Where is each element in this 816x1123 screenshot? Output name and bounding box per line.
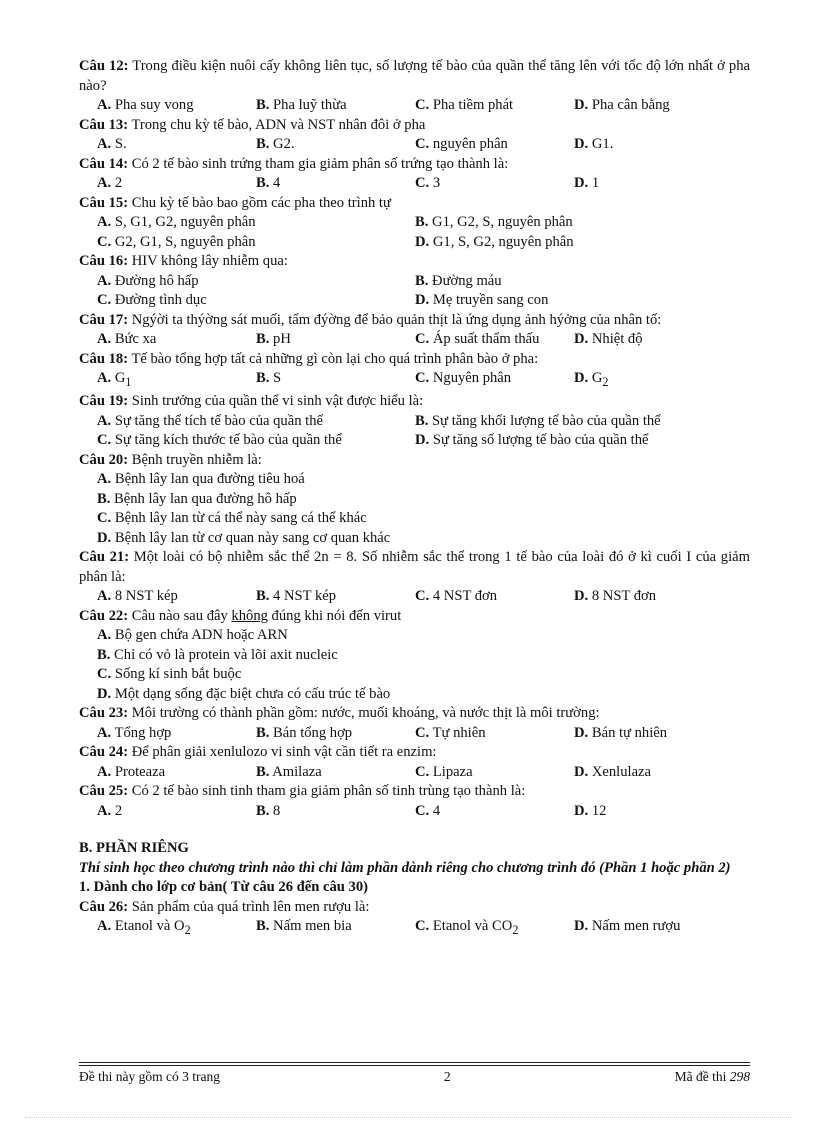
option-text: Bệnh lây lan từ cơ quan này sang cơ quan khác <box>114 529 391 546</box>
question-text: Có 2 tế bào sinh tinh tham gia giảm phân số tinh trùng tạo thành là: <box>131 783 526 800</box>
answer-option[interactable] <box>97 233 415 253</box>
option-subscript: 2 <box>512 923 519 938</box>
option-text: Pha luỹ thừa <box>273 97 347 113</box>
answer-option[interactable] <box>256 369 415 392</box>
answer-option[interactable] <box>415 587 574 607</box>
question-stem <box>79 704 750 724</box>
option-row <box>79 431 750 451</box>
option-text: Pha tiềm phát <box>432 97 514 113</box>
answer-option[interactable] <box>256 330 415 350</box>
option-text: 4 <box>273 175 281 191</box>
option-row <box>79 412 750 432</box>
section-instruction: Thí sinh học theo chương trình nào thì chỉ làm phần dành riêng cho chương trình đó (Phần 1 hoặc phần 2) <box>79 859 731 876</box>
option-row <box>79 763 750 783</box>
option-text: 8 <box>273 802 281 819</box>
option-row <box>79 272 750 292</box>
question-block <box>79 57 750 116</box>
question-block <box>79 311 750 350</box>
option-text: Nấm men rượu <box>591 918 681 935</box>
question-text: Môi trường có thành phần gồm: nước, muối khoáng, và nước thịt là môi trường: <box>131 705 600 722</box>
option-text: S, G1, G2, nguyên phân <box>114 214 256 230</box>
footer-page-count: Đề thi này gồm có 3 trang <box>79 1069 220 1084</box>
option-letter: A. <box>97 136 112 152</box>
answer-option[interactable] <box>97 412 415 432</box>
answer-option[interactable] <box>97 174 256 194</box>
answer-option[interactable] <box>256 802 415 822</box>
answer-option[interactable] <box>97 724 256 744</box>
question-stem <box>79 350 750 370</box>
section-title: B. PHẦN RIÊNG <box>79 840 189 857</box>
option-text: Bức xa <box>114 331 157 347</box>
answer-option[interactable] <box>574 96 750 116</box>
option-text: Bệnh lây lan qua đường hô hấp <box>114 490 297 507</box>
option-letter: C. <box>97 510 112 527</box>
question-block <box>79 252 750 311</box>
question-number: Câu 14: <box>79 155 129 172</box>
answer-option[interactable] <box>415 96 574 116</box>
option-letter: A. <box>97 918 112 935</box>
question-text: Trong điều kiện nuôi cấy không liên tục, số lượng tế bào của quần thể tăng lên với tốc độ lớn nhất ở pha nào? <box>79 58 751 94</box>
option-row <box>79 509 750 529</box>
question-text: Ngýời ta thýờng sát muối, tẩm đýờng để bảo quản thịt là ứng dụng ảnh hýởng của nhân tố: <box>131 311 662 328</box>
option-letter: B. <box>256 97 270 113</box>
option-letter: A. <box>97 627 112 644</box>
footer-page-number: 2 <box>443 1069 451 1084</box>
option-text: Etanol và CO <box>432 918 513 935</box>
option-text: 1 <box>591 175 600 191</box>
answer-option[interactable] <box>97 685 390 705</box>
question-block <box>79 155 750 194</box>
option-letter: C. <box>415 918 430 935</box>
option-row <box>79 96 750 116</box>
option-text: 4 <box>432 802 441 819</box>
question-number: Câu 16: <box>79 253 129 269</box>
option-text: S. <box>114 136 127 152</box>
question-number: Câu 23: <box>79 705 129 722</box>
answer-option[interactable] <box>97 470 305 490</box>
answer-option[interactable] <box>415 763 574 783</box>
option-letter: D. <box>574 802 589 819</box>
answer-option[interactable] <box>574 724 750 744</box>
option-text: Mẹ truyền sang con <box>432 292 549 308</box>
answer-option[interactable] <box>97 490 297 510</box>
option-text: nguyên phân <box>432 136 508 152</box>
option-subscript: 2 <box>602 374 609 389</box>
answer-option[interactable] <box>97 646 338 666</box>
option-letter: C. <box>415 331 430 347</box>
question-text-part: Câu nào sau đây <box>131 607 232 624</box>
page-edge <box>25 1117 791 1118</box>
option-letter: A. <box>97 412 112 429</box>
question-block <box>79 743 750 782</box>
answer-option[interactable] <box>256 587 415 607</box>
option-text: 8 NST đơn <box>591 588 657 605</box>
option-text: Sự tăng số lượng tế bào của quần thể <box>432 432 649 449</box>
question-stem <box>79 898 750 918</box>
option-text: 2 <box>114 175 123 191</box>
page-footer <box>79 1069 750 1085</box>
option-letter: B. <box>256 918 270 935</box>
option-letter: D. <box>574 136 589 152</box>
option-letter: B. <box>97 646 111 663</box>
option-row <box>79 802 750 822</box>
option-row <box>79 490 750 510</box>
option-letter: A. <box>97 370 112 386</box>
option-text: Xenlulaza <box>591 763 652 780</box>
answer-option[interactable] <box>574 917 750 940</box>
answer-option[interactable] <box>97 431 415 451</box>
option-text: Sự tăng khối lượng tế bào của quần thể <box>432 412 661 429</box>
question-text: HIV không lây nhiễm qua: <box>131 253 288 269</box>
answer-option[interactable] <box>415 233 750 253</box>
option-letter: C. <box>415 370 430 386</box>
option-text: G1, G2, S, nguyên phân <box>432 214 573 230</box>
option-row <box>79 917 750 940</box>
option-text: 3 <box>432 175 441 191</box>
option-text: Bộ gen chứa ADN hoặc ARN <box>114 627 288 644</box>
option-text: Đường hô hấp <box>114 272 199 289</box>
option-text: Nấm men bia <box>273 918 352 935</box>
question-block <box>79 350 750 393</box>
question-number: Câu 18: <box>79 350 129 367</box>
option-letter: D. <box>574 588 589 605</box>
answer-option[interactable] <box>574 135 750 155</box>
question-number: Câu 21: <box>79 549 130 566</box>
answer-option[interactable] <box>97 529 390 549</box>
option-letter: A. <box>97 272 112 289</box>
option-letter: B. <box>256 175 270 191</box>
option-text: Lipaza <box>432 763 473 780</box>
question-stem <box>79 451 750 471</box>
option-letter: C. <box>97 666 112 683</box>
question-text: Trong chu kỳ tế bào, ADN và NST nhân đôi ở pha <box>131 116 426 133</box>
option-text: G2, G1, S, nguyên phân <box>114 233 256 250</box>
question-number: Câu 15: <box>79 194 129 211</box>
option-text: G <box>114 370 126 386</box>
answer-option[interactable] <box>574 369 750 392</box>
option-letter: D. <box>97 529 112 546</box>
option-letter: D. <box>574 97 589 113</box>
question-text: Sản phẩm của quá trình lên men rượu là: <box>131 898 370 915</box>
option-text: Chỉ có vỏ là protein và lõi axit nucleic <box>114 646 338 663</box>
answer-option[interactable] <box>256 917 415 940</box>
option-text: Bệnh lây lan qua đường tiêu hoá <box>114 471 305 488</box>
answer-option[interactable] <box>415 330 574 350</box>
option-letter: D. <box>574 370 589 386</box>
section-subtitle: 1. Dành cho lớp cơ bản( Từ câu 26 đến câu 30) <box>79 879 369 896</box>
answer-option[interactable] <box>97 587 256 607</box>
question-stem <box>79 57 750 96</box>
answer-option[interactable] <box>97 330 256 350</box>
question-block <box>79 392 750 451</box>
option-subscript: 2 <box>184 923 191 938</box>
option-row <box>79 626 750 646</box>
option-text: Đường tình dục <box>114 292 207 308</box>
answer-option[interactable] <box>97 291 415 311</box>
option-letter: B. <box>256 331 270 347</box>
option-text: 2 <box>114 802 123 819</box>
question-block <box>79 898 750 941</box>
option-row <box>79 646 750 666</box>
option-letter: A. <box>97 588 112 605</box>
answer-option[interactable] <box>415 174 574 194</box>
question-text-emphasis: không <box>231 607 268 624</box>
option-text: G1. <box>591 136 614 152</box>
option-letter: D. <box>415 292 430 308</box>
answer-option[interactable] <box>97 763 256 783</box>
option-text: 12 <box>591 802 607 819</box>
question-stem <box>79 743 750 763</box>
question-stem <box>79 252 750 272</box>
answer-option[interactable] <box>97 96 256 116</box>
question-block <box>79 548 750 607</box>
option-letter: A. <box>97 724 112 741</box>
option-text: G2. <box>273 136 295 152</box>
answer-option[interactable] <box>574 802 750 822</box>
question-text-part: đúng khi nói đến virut <box>267 607 402 624</box>
option-row <box>79 174 750 194</box>
option-row <box>79 369 750 392</box>
answer-option[interactable] <box>415 412 750 432</box>
question-stem <box>79 155 750 175</box>
option-letter: A. <box>97 763 112 780</box>
option-text: 4 NST đơn <box>432 588 498 605</box>
question-stem <box>79 548 750 587</box>
option-letter: D. <box>574 175 589 191</box>
option-row <box>79 529 750 549</box>
question-text: Để phân giải xenlulozo vi sinh vật cần tiết ra enzim: <box>131 744 437 761</box>
option-text: Sự tăng thể tích tế bào của quần thể <box>114 412 323 429</box>
option-letter: B. <box>256 763 270 780</box>
question-stem <box>79 607 750 627</box>
option-letter: C. <box>97 292 112 308</box>
option-row <box>79 213 750 233</box>
option-text: Sự tăng kích thước tế bào của quần thể <box>114 432 342 449</box>
answer-option[interactable] <box>415 369 574 392</box>
answer-option[interactable] <box>97 665 241 685</box>
question-text: Có 2 tế bào sinh trứng tham gia giảm phân số trứng tạo thành là: <box>131 155 509 172</box>
answer-option[interactable] <box>256 724 415 744</box>
question-text: Một loài có bộ nhiễm sắc thể 2n = 8. Số nhiễm sắc thể trong 1 tế bào của loài đó ở kì cuối I của giảm phân là: <box>79 549 750 585</box>
answer-option[interactable] <box>97 509 367 529</box>
option-letter: D. <box>574 724 589 741</box>
option-letter: B. <box>415 214 429 230</box>
exam-page <box>79 57 750 941</box>
answer-option[interactable] <box>574 763 750 783</box>
option-text: G1, S, G2, nguyên phân <box>432 233 574 250</box>
option-letter: B. <box>415 272 429 289</box>
footer-exam-code: Mã đề thi 298 <box>674 1069 750 1084</box>
option-text: Tự nhiên <box>432 724 486 741</box>
option-text: pH <box>273 331 291 347</box>
question-number: Câu 25: <box>79 783 129 800</box>
question-stem <box>79 194 750 214</box>
question-number: Câu 20: <box>79 451 129 468</box>
option-text: Nhiệt độ <box>591 331 643 347</box>
question-number: Câu 13: <box>79 116 129 133</box>
option-row <box>79 470 750 490</box>
option-text: 8 NST kép <box>114 588 178 605</box>
footer-rule <box>79 1062 750 1066</box>
option-letter: A. <box>97 97 112 113</box>
option-row <box>79 330 750 350</box>
answer-option[interactable] <box>415 272 750 292</box>
option-text: 4 NST kép <box>273 588 337 605</box>
option-letter: C. <box>97 233 112 250</box>
option-text: Đường máu <box>432 272 502 289</box>
answer-option[interactable] <box>415 213 750 233</box>
answer-option[interactable] <box>97 626 288 646</box>
answer-option[interactable] <box>415 291 750 311</box>
answer-option[interactable] <box>256 174 415 194</box>
option-letter: B. <box>256 370 270 386</box>
option-row <box>79 135 750 155</box>
question-stem <box>79 116 750 136</box>
question-number: Câu 12: <box>79 58 129 74</box>
option-letter: C. <box>415 97 430 113</box>
option-text: Etanol và O <box>114 918 185 935</box>
answer-option[interactable] <box>97 272 415 292</box>
question-number: Câu 26: <box>79 898 129 915</box>
option-letter: B. <box>256 588 270 605</box>
option-letter: D. <box>574 918 589 935</box>
question-number: Câu 24: <box>79 744 129 761</box>
option-letter: B. <box>256 802 270 819</box>
question-block <box>79 782 750 821</box>
option-letter: A. <box>97 802 112 819</box>
option-letter: C. <box>415 175 430 191</box>
option-row <box>79 233 750 253</box>
answer-option[interactable] <box>574 330 750 350</box>
option-row <box>79 587 750 607</box>
answer-option[interactable] <box>256 763 415 783</box>
question-block <box>79 704 750 743</box>
option-letter: C. <box>97 432 112 449</box>
option-letter: A. <box>97 214 112 230</box>
answer-option[interactable] <box>97 917 256 940</box>
question-number: Câu 22: <box>79 607 129 624</box>
option-text: Áp suất thẩm thấu <box>432 331 540 347</box>
answer-option[interactable] <box>574 174 750 194</box>
option-text: Bán tổng hợp <box>273 724 353 741</box>
answer-option[interactable] <box>415 917 574 940</box>
question-block <box>79 451 750 549</box>
option-subscript: 1 <box>125 374 132 389</box>
option-text: Sống kí sinh bắt buộc <box>114 666 242 683</box>
option-row <box>79 665 750 685</box>
option-letter: D. <box>574 763 589 780</box>
option-letter: C. <box>415 763 430 780</box>
option-letter: C. <box>415 136 430 152</box>
question-number: Câu 17: <box>79 311 129 328</box>
question-text: Bệnh truyền nhiễm là: <box>131 451 262 468</box>
question-stem <box>79 311 750 331</box>
option-letter: D. <box>574 331 589 347</box>
option-letter: B. <box>97 490 111 507</box>
answer-option[interactable] <box>574 587 750 607</box>
answer-option[interactable] <box>97 802 256 822</box>
option-text: S <box>273 370 282 386</box>
option-letter: C. <box>415 724 430 741</box>
answer-option[interactable] <box>97 135 256 155</box>
option-text: Bán tự nhiên <box>591 724 668 741</box>
option-letter: C. <box>415 588 430 605</box>
answer-option[interactable] <box>415 724 574 744</box>
option-text: Pha cân bằng <box>591 97 670 113</box>
option-letter: B. <box>256 136 270 152</box>
option-text: Amilaza <box>272 763 322 780</box>
option-text: Tổng hợp <box>114 724 172 741</box>
option-text: Proteaza <box>114 763 166 780</box>
question-text: Tế bào tổng hợp tất cả những gì còn lại cho quá trình phân bào ở pha: <box>131 350 539 367</box>
question-number: Câu 19: <box>79 393 129 410</box>
option-row <box>79 685 750 705</box>
option-letter: B. <box>256 724 270 741</box>
question-stem <box>79 782 750 802</box>
option-text: Một dạng sống đặc biệt chưa có cấu trúc tế bào <box>114 685 391 702</box>
option-row <box>79 724 750 744</box>
answer-option[interactable] <box>256 135 415 155</box>
option-letter: D. <box>97 685 112 702</box>
option-letter: B. <box>415 412 429 429</box>
option-letter: C. <box>415 802 430 819</box>
option-letter: A. <box>97 175 112 191</box>
question-block <box>79 607 750 705</box>
option-letter: D. <box>415 233 430 250</box>
option-letter: A. <box>97 331 112 347</box>
answer-option[interactable] <box>97 213 415 233</box>
answer-option[interactable] <box>415 431 750 451</box>
question-block <box>79 116 750 155</box>
option-text: G <box>591 370 603 386</box>
option-text: Pha suy vong <box>114 97 194 113</box>
option-text: Nguyên phân <box>432 370 512 386</box>
answer-option[interactable] <box>256 96 415 116</box>
answer-option[interactable] <box>415 135 574 155</box>
question-text: Chu kỳ tế bào bao gồm các pha theo trình tự <box>131 194 391 211</box>
option-row <box>79 291 750 311</box>
option-letter: D. <box>415 432 430 449</box>
question-block <box>79 194 750 253</box>
answer-option[interactable] <box>415 802 574 822</box>
question-text: Sinh trưởng của quần thể vi sinh vật được hiểu là: <box>131 393 424 410</box>
answer-option[interactable] <box>97 369 256 392</box>
option-letter: A. <box>97 471 112 488</box>
option-text: Bệnh lây lan từ cá thể này sang cá thể khác <box>114 510 367 527</box>
question-stem <box>79 392 750 412</box>
